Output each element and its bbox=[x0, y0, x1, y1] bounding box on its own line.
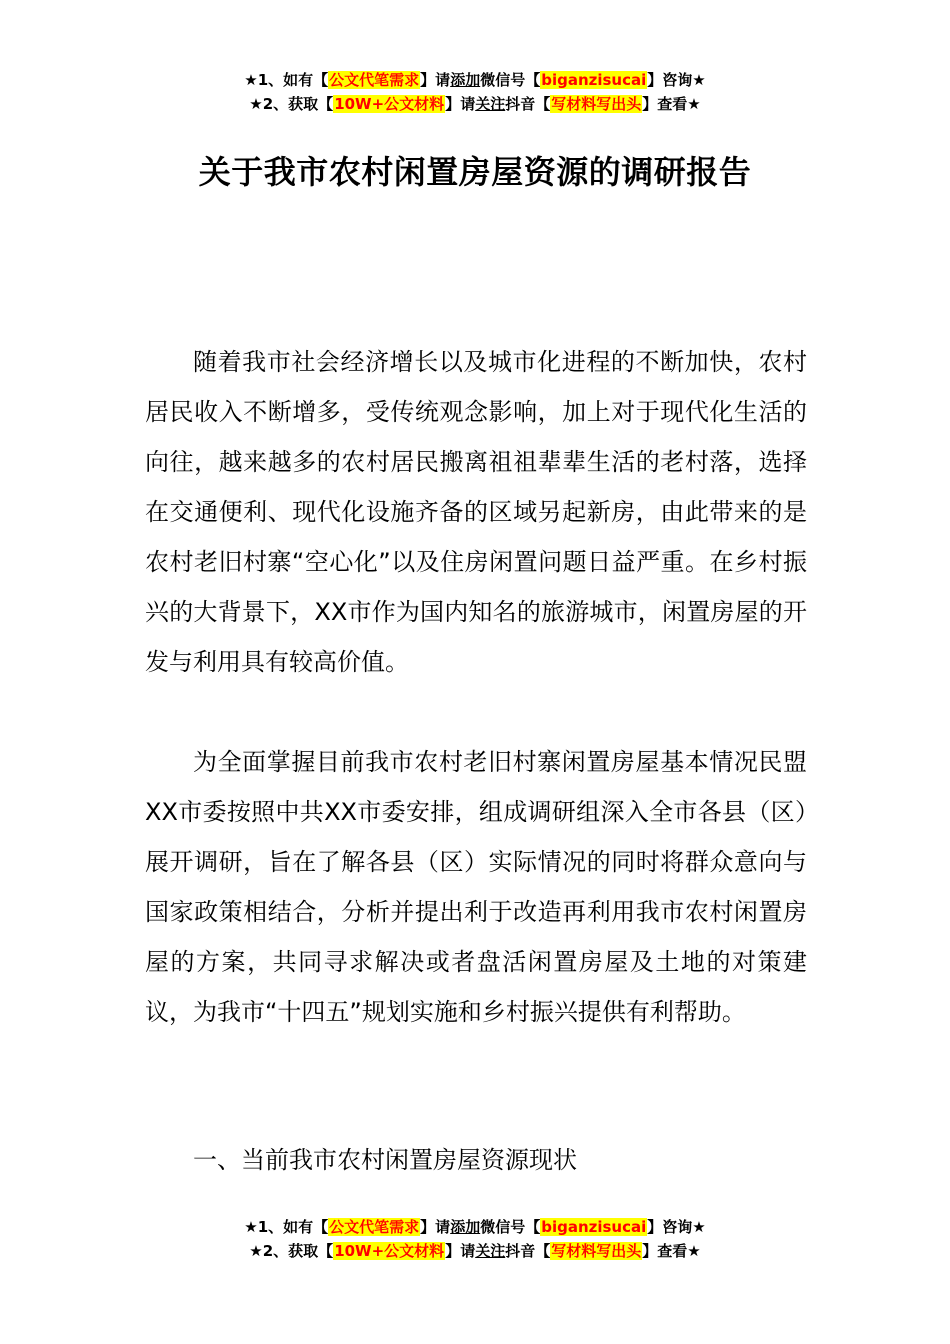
promo-text: ★1、如有【 bbox=[244, 71, 329, 89]
promo-header bbox=[0, 68, 950, 116]
promo-text: ★1、如有【 bbox=[244, 1218, 329, 1236]
paragraph-1: 随着我市社会经济增长以及城市化进程的不断加快，农村居民收入不断增多，受传统观念影响，加上对于现代化生活的向往，越来越多的农村居民搬离祖祖辈辈生活的老村落，选择在交通便利、现代化设施齐备的区域另起新房，由此带来的是农村老旧村寨“空心化”以及住房闲置问题日益严重。在乡村振兴的大背景下，XX市作为国内知名的旅游城市，闲置房屋的开发与利用具有较高价值。 bbox=[145, 348, 807, 676]
promo-line-1 bbox=[0, 68, 950, 92]
promo-line-1 bbox=[0, 1215, 950, 1239]
promo-highlight: 写材料写出头 bbox=[551, 1242, 642, 1260]
promo-text: 抖音【 bbox=[505, 95, 551, 113]
promo-underline: 添加 bbox=[450, 71, 481, 89]
promo-highlight: 公文代笔需求 bbox=[329, 1218, 420, 1236]
promo-underline: 关注 bbox=[475, 95, 506, 113]
section-heading: 一、当前我市农村闲置房屋资源现状 bbox=[193, 1146, 577, 1174]
promo-text: 】咨询★ bbox=[647, 1218, 706, 1236]
promo-text: 】请 bbox=[420, 71, 451, 89]
promo-text: 】请 bbox=[445, 95, 476, 113]
promo-line-2 bbox=[0, 1239, 950, 1263]
promo-text: 微信号【 bbox=[480, 71, 541, 89]
promo-highlight: 10W+公文材料 bbox=[334, 95, 445, 113]
promo-text: 】查看★ bbox=[642, 1242, 701, 1260]
promo-footer bbox=[0, 1215, 950, 1263]
promo-highlight: 公文代笔需求 bbox=[329, 71, 420, 89]
promo-text: ★2、获取【 bbox=[249, 1242, 334, 1260]
promo-highlight: 10W+公文材料 bbox=[334, 1242, 445, 1260]
promo-highlight: biganzisucai bbox=[541, 71, 647, 89]
promo-text: ★2、获取【 bbox=[249, 95, 334, 113]
promo-text: 】查看★ bbox=[642, 95, 701, 113]
promo-highlight: biganzisucai bbox=[541, 1218, 647, 1236]
promo-text: 】请 bbox=[445, 1242, 476, 1260]
promo-text: 微信号【 bbox=[480, 1218, 541, 1236]
promo-highlight: 写材料写出头 bbox=[551, 95, 642, 113]
promo-text: 抖音【 bbox=[505, 1242, 551, 1260]
promo-underline: 添加 bbox=[450, 1218, 481, 1236]
paragraph-2: 为全面掌握目前我市农村老旧村寨闲置房屋基本情况民盟XX市委按照中共XX市委安排，组成调研组深入全市各县（区）展开调研，旨在了解各县（区）实际情况的同时将群众意向与国家政策相结合，分析并提出利于改造再利用我市农村闲置房屋的方案，共同寻求解决或者盘活闲置房屋及土地的对策建议，为我市“十四五”规划实施和乡村振兴提供有利帮助。 bbox=[145, 748, 807, 1026]
promo-text: 】请 bbox=[420, 1218, 451, 1236]
promo-text: 】咨询★ bbox=[647, 71, 706, 89]
promo-line-2 bbox=[0, 92, 950, 116]
promo-underline: 关注 bbox=[475, 1242, 506, 1260]
document-title: 关于我市农村闲置房屋资源的调研报告 bbox=[198, 153, 752, 191]
